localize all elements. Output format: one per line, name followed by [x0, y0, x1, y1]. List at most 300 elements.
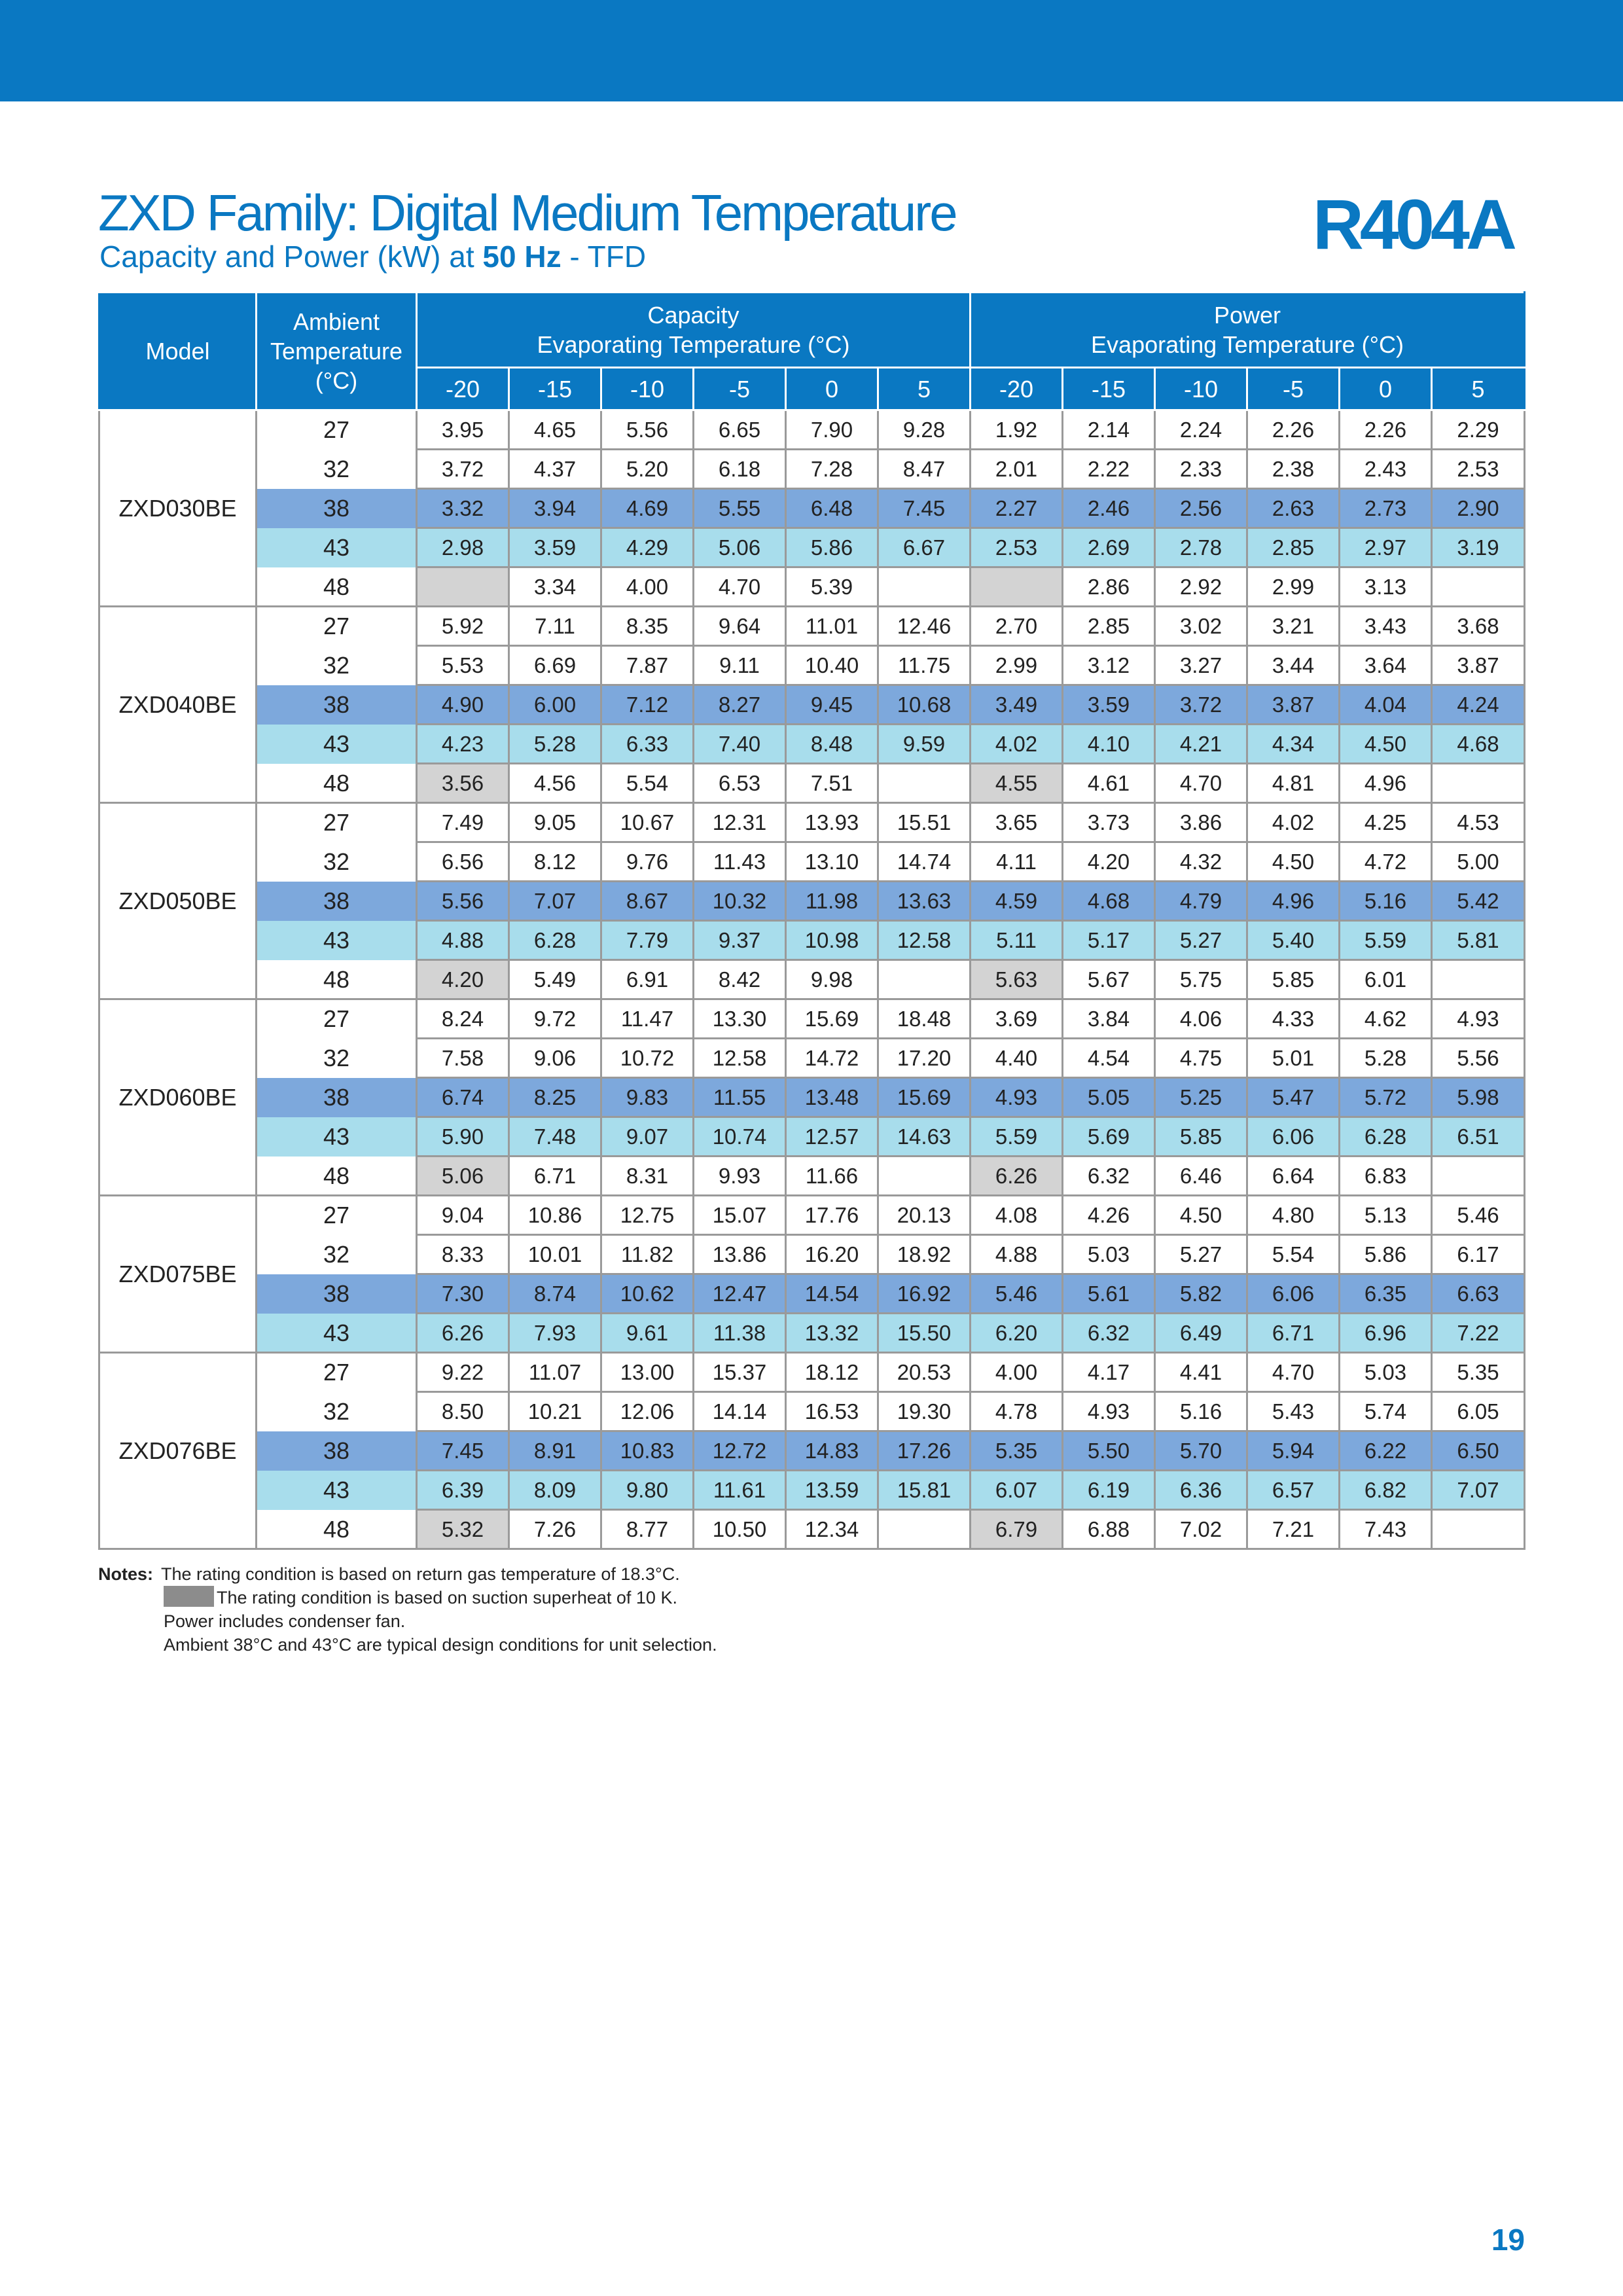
power-cell: 2.92: [1155, 567, 1247, 607]
power-cell: 4.04: [1340, 685, 1432, 725]
capacity-cell: 4.88: [417, 921, 509, 960]
power-cell: 5.17: [1063, 921, 1155, 960]
capacity-power-table: [98, 291, 1525, 1550]
capacity-cell: 4.23: [417, 725, 509, 764]
power-cell: 5.59: [1340, 921, 1432, 960]
power-cell: 3.27: [1155, 646, 1247, 685]
ambient-cell: 32: [257, 450, 417, 489]
capacity-cell: 8.25: [509, 1078, 601, 1117]
note-1: [98, 1562, 717, 1586]
ambient-cell: 43: [257, 1314, 417, 1353]
ambient-cell: 48: [257, 567, 417, 607]
capacity-cell: 11.61: [694, 1471, 786, 1510]
capacity-cell: 9.98: [786, 960, 878, 999]
capacity-cell: 17.26: [878, 1431, 971, 1471]
capacity-cell: 7.26: [509, 1510, 601, 1549]
capacity-cell: 8.91: [509, 1431, 601, 1471]
power-cell: 5.63: [971, 960, 1063, 999]
ambient-cell: 43: [257, 1117, 417, 1157]
power-cell: 6.96: [1340, 1314, 1432, 1353]
capacity-evap-temp-header: -15: [509, 368, 601, 410]
capacity-cell: 10.67: [601, 803, 694, 842]
power-cell: 4.00: [971, 1353, 1063, 1392]
capacity-cell: 8.67: [601, 882, 694, 921]
power-cell: 3.44: [1247, 646, 1340, 685]
power-cell: 2.14: [1063, 410, 1155, 450]
capacity-cell: 10.21: [509, 1392, 601, 1431]
model-name: ZXD075BE: [99, 1196, 257, 1353]
capacity-cell: 13.32: [786, 1314, 878, 1353]
capacity-cell: 6.00: [509, 685, 601, 725]
capacity-cell: 3.59: [509, 528, 601, 567]
power-evap-temp-header: -5: [1247, 368, 1340, 410]
power-cell: 2.53: [1432, 450, 1525, 489]
note-1-text: The rating condition is based on return gas temperature of 18.3°C.: [161, 1564, 680, 1584]
power-cell: 2.99: [1247, 567, 1340, 607]
power-cell: 5.28: [1340, 1039, 1432, 1078]
capacity-cell: 7.12: [601, 685, 694, 725]
capacity-cell: [878, 960, 971, 999]
capacity-cell: 12.46: [878, 607, 971, 646]
ambient-cell: 38: [257, 1431, 417, 1471]
ambient-cell: 27: [257, 607, 417, 646]
power-cell: 6.28: [1340, 1117, 1432, 1157]
power-cell: 2.90: [1432, 489, 1525, 528]
capacity-cell: 7.87: [601, 646, 694, 685]
header-capacity-title: Capacity: [647, 302, 740, 329]
capacity-cell: 9.05: [509, 803, 601, 842]
capacity-cell: 12.58: [878, 921, 971, 960]
top-banner: [0, 0, 1623, 101]
capacity-cell: [878, 567, 971, 607]
ambient-cell: 32: [257, 1235, 417, 1274]
ambient-cell: 38: [257, 1274, 417, 1314]
capacity-cell: 3.72: [417, 450, 509, 489]
power-cell: 5.74: [1340, 1392, 1432, 1431]
power-cell: 4.93: [1063, 1392, 1155, 1431]
power-cell: 5.11: [971, 921, 1063, 960]
power-cell: 4.17: [1063, 1353, 1155, 1392]
capacity-cell: 7.45: [417, 1431, 509, 1471]
capacity-cell: 15.37: [694, 1353, 786, 1392]
power-cell: 2.99: [971, 646, 1063, 685]
power-cell: 6.63: [1432, 1274, 1525, 1314]
power-cell: 2.85: [1063, 607, 1155, 646]
capacity-cell: 6.48: [786, 489, 878, 528]
capacity-cell: 5.92: [417, 607, 509, 646]
power-cell: 2.38: [1247, 450, 1340, 489]
table-row: [99, 607, 1525, 646]
capacity-cell: 5.54: [601, 764, 694, 803]
capacity-cell: 13.93: [786, 803, 878, 842]
capacity-cell: 6.56: [417, 842, 509, 882]
power-cell: 4.08: [971, 1196, 1063, 1235]
power-cell: 4.21: [1155, 725, 1247, 764]
power-cell: 2.63: [1247, 489, 1340, 528]
ambient-cell: 43: [257, 1471, 417, 1510]
table-row: [99, 1078, 1525, 1117]
capacity-cell: 12.34: [786, 1510, 878, 1549]
capacity-cell: 9.83: [601, 1078, 694, 1117]
power-cell: 6.17: [1432, 1235, 1525, 1274]
capacity-cell: 10.32: [694, 882, 786, 921]
capacity-cell: 5.28: [509, 725, 601, 764]
capacity-cell: 9.64: [694, 607, 786, 646]
power-cell: [1432, 1510, 1525, 1549]
power-cell: 4.70: [1155, 764, 1247, 803]
power-cell: 6.50: [1432, 1431, 1525, 1471]
header-model: Model: [99, 293, 257, 410]
header-ambient-line3: (°C): [315, 367, 358, 394]
capacity-cell: 4.70: [694, 567, 786, 607]
capacity-cell: 9.59: [878, 725, 971, 764]
table-row: [99, 842, 1525, 882]
power-cell: 4.55: [971, 764, 1063, 803]
power-evap-temp-header: -20: [971, 368, 1063, 410]
capacity-cell: 9.04: [417, 1196, 509, 1235]
capacity-cell: 12.72: [694, 1431, 786, 1471]
table-row: [99, 1314, 1525, 1353]
capacity-cell: 17.20: [878, 1039, 971, 1078]
power-cell: 5.46: [1432, 1196, 1525, 1235]
capacity-cell: 3.34: [509, 567, 601, 607]
header-capacity-sub: Evaporating Temperature (°C): [537, 331, 850, 358]
model-name: ZXD050BE: [99, 803, 257, 999]
capacity-cell: 18.12: [786, 1353, 878, 1392]
capacity-cell: 10.98: [786, 921, 878, 960]
capacity-cell: 4.00: [601, 567, 694, 607]
power-cell: 6.83: [1340, 1157, 1432, 1196]
power-cell: 3.64: [1340, 646, 1432, 685]
power-cell: 3.21: [1247, 607, 1340, 646]
power-cell: 3.73: [1063, 803, 1155, 842]
power-cell: 4.72: [1340, 842, 1432, 882]
capacity-cell: 11.75: [878, 646, 971, 685]
power-cell: 6.22: [1340, 1431, 1432, 1471]
power-evap-temp-header: 5: [1432, 368, 1525, 410]
model-name: ZXD030BE: [99, 410, 257, 607]
header-power-title: Power: [1214, 302, 1281, 329]
capacity-cell: 7.30: [417, 1274, 509, 1314]
power-cell: 5.01: [1247, 1039, 1340, 1078]
capacity-cell: 14.74: [878, 842, 971, 882]
power-cell: 4.41: [1155, 1353, 1247, 1392]
model-name: ZXD040BE: [99, 607, 257, 803]
table-row: [99, 1431, 1525, 1471]
power-cell: 3.69: [971, 999, 1063, 1039]
capacity-cell: 11.55: [694, 1078, 786, 1117]
power-cell: 5.27: [1155, 921, 1247, 960]
power-cell: 3.72: [1155, 685, 1247, 725]
power-cell: 4.75: [1155, 1039, 1247, 1078]
capacity-cell: 9.93: [694, 1157, 786, 1196]
power-cell: 5.47: [1247, 1078, 1340, 1117]
capacity-cell: 11.01: [786, 607, 878, 646]
capacity-cell: 8.74: [509, 1274, 601, 1314]
ambient-cell: 48: [257, 1157, 417, 1196]
capacity-cell: 7.45: [878, 489, 971, 528]
table-row: [99, 489, 1525, 528]
power-cell: 5.75: [1155, 960, 1247, 999]
ambient-cell: 27: [257, 410, 417, 450]
note-3: Power includes condenser fan.: [164, 1611, 406, 1631]
ambient-cell: 38: [257, 882, 417, 921]
capacity-cell: 18.92: [878, 1235, 971, 1274]
ambient-cell: 43: [257, 725, 417, 764]
capacity-cell: 4.37: [509, 450, 601, 489]
power-cell: 4.06: [1155, 999, 1247, 1039]
ambient-cell: 38: [257, 489, 417, 528]
table-row: [99, 1274, 1525, 1314]
power-cell: 2.73: [1340, 489, 1432, 528]
power-cell: 5.00: [1432, 842, 1525, 882]
capacity-cell: 5.06: [694, 528, 786, 567]
capacity-cell: 4.20: [417, 960, 509, 999]
ambient-cell: 48: [257, 1510, 417, 1549]
note-2: [98, 1586, 717, 1609]
capacity-evap-temp-header: 0: [786, 368, 878, 410]
power-cell: 2.56: [1155, 489, 1247, 528]
power-cell: 2.53: [971, 528, 1063, 567]
capacity-cell: 13.30: [694, 999, 786, 1039]
power-cell: 4.59: [971, 882, 1063, 921]
table-row: [99, 685, 1525, 725]
capacity-cell: 6.18: [694, 450, 786, 489]
table-row: [99, 1235, 1525, 1274]
capacity-cell: 5.32: [417, 1510, 509, 1549]
capacity-cell: 10.62: [601, 1274, 694, 1314]
power-cell: 3.49: [971, 685, 1063, 725]
capacity-cell: 14.54: [786, 1274, 878, 1314]
ambient-cell: 27: [257, 1353, 417, 1392]
power-cell: 4.50: [1340, 725, 1432, 764]
capacity-cell: 18.48: [878, 999, 971, 1039]
capacity-cell: 10.86: [509, 1196, 601, 1235]
subtitle-suffix: - TFD: [561, 240, 647, 274]
power-cell: 6.46: [1155, 1157, 1247, 1196]
capacity-cell: 9.11: [694, 646, 786, 685]
capacity-cell: 8.42: [694, 960, 786, 999]
capacity-cell: 8.12: [509, 842, 601, 882]
table-row: [99, 1510, 1525, 1549]
capacity-cell: 3.95: [417, 410, 509, 450]
power-cell: 5.35: [1432, 1353, 1525, 1392]
power-cell: [1432, 567, 1525, 607]
power-cell: 5.72: [1340, 1078, 1432, 1117]
power-cell: 3.13: [1340, 567, 1432, 607]
power-cell: 2.27: [971, 489, 1063, 528]
capacity-cell: 6.33: [601, 725, 694, 764]
table-row: [99, 999, 1525, 1039]
power-cell: 5.82: [1155, 1274, 1247, 1314]
capacity-cell: 9.06: [509, 1039, 601, 1078]
power-cell: 5.46: [971, 1274, 1063, 1314]
capacity-cell: 11.66: [786, 1157, 878, 1196]
capacity-evap-temp-header: 5: [878, 368, 971, 410]
power-cell: 5.59: [971, 1117, 1063, 1157]
capacity-cell: 12.75: [601, 1196, 694, 1235]
power-cell: 4.68: [1432, 725, 1525, 764]
power-cell: 5.56: [1432, 1039, 1525, 1078]
capacity-cell: 15.07: [694, 1196, 786, 1235]
capacity-cell: 15.69: [878, 1078, 971, 1117]
header-ambient: [257, 293, 417, 410]
model-name: ZXD076BE: [99, 1353, 257, 1549]
capacity-cell: 7.51: [786, 764, 878, 803]
capacity-cell: 8.09: [509, 1471, 601, 1510]
power-cell: 6.57: [1247, 1471, 1340, 1510]
capacity-cell: 9.07: [601, 1117, 694, 1157]
power-cell: 6.32: [1063, 1157, 1155, 1196]
power-cell: 4.93: [971, 1078, 1063, 1117]
ambient-cell: 38: [257, 1078, 417, 1117]
table-row: [99, 567, 1525, 607]
power-cell: 2.70: [971, 607, 1063, 646]
power-cell: 5.03: [1063, 1235, 1155, 1274]
page-number: 19: [1491, 2223, 1525, 2257]
power-cell: 5.67: [1063, 960, 1155, 999]
capacity-cell: 2.98: [417, 528, 509, 567]
capacity-cell: 9.72: [509, 999, 601, 1039]
power-cell: 6.19: [1063, 1471, 1155, 1510]
header-power: [971, 293, 1525, 368]
capacity-cell: 13.10: [786, 842, 878, 882]
capacity-cell: 5.56: [417, 882, 509, 921]
capacity-cell: 5.20: [601, 450, 694, 489]
power-cell: 2.26: [1340, 410, 1432, 450]
power-cell: [1432, 764, 1525, 803]
capacity-cell: 8.31: [601, 1157, 694, 1196]
power-cell: 5.35: [971, 1431, 1063, 1471]
capacity-cell: 7.90: [786, 410, 878, 450]
power-cell: 5.03: [1340, 1353, 1432, 1392]
capacity-cell: 9.22: [417, 1353, 509, 1392]
power-cell: 2.97: [1340, 528, 1432, 567]
power-cell: 5.05: [1063, 1078, 1155, 1117]
capacity-cell: 10.40: [786, 646, 878, 685]
power-cell: 4.62: [1340, 999, 1432, 1039]
power-cell: 5.50: [1063, 1431, 1155, 1471]
power-cell: 4.80: [1247, 1196, 1340, 1235]
power-cell: 2.01: [971, 450, 1063, 489]
capacity-cell: 5.49: [509, 960, 601, 999]
capacity-cell: 6.71: [509, 1157, 601, 1196]
power-cell: 4.20: [1063, 842, 1155, 882]
capacity-cell: 16.92: [878, 1274, 971, 1314]
power-cell: 3.65: [971, 803, 1063, 842]
table-row: [99, 725, 1525, 764]
power-cell: 3.43: [1340, 607, 1432, 646]
power-cell: 2.26: [1247, 410, 1340, 450]
capacity-cell: 7.07: [509, 882, 601, 921]
power-cell: 4.24: [1432, 685, 1525, 725]
table-row: [99, 960, 1525, 999]
capacity-cell: 7.48: [509, 1117, 601, 1157]
capacity-cell: 11.82: [601, 1235, 694, 1274]
capacity-cell: 8.27: [694, 685, 786, 725]
power-cell: 6.26: [971, 1157, 1063, 1196]
table-row: [99, 803, 1525, 842]
capacity-cell: 7.28: [786, 450, 878, 489]
capacity-cell: 14.83: [786, 1431, 878, 1471]
capacity-cell: 12.58: [694, 1039, 786, 1078]
subtitle-prefix: Capacity and Power (kW) at: [99, 240, 483, 274]
capacity-cell: 20.53: [878, 1353, 971, 1392]
subtitle-frequency: 50 Hz: [482, 240, 562, 274]
capacity-cell: 15.50: [878, 1314, 971, 1353]
power-cell: 5.70: [1155, 1431, 1247, 1471]
capacity-cell: 14.14: [694, 1392, 786, 1431]
ambient-cell: 48: [257, 960, 417, 999]
power-cell: 6.01: [1340, 960, 1432, 999]
capacity-cell: 9.80: [601, 1471, 694, 1510]
power-cell: 4.53: [1432, 803, 1525, 842]
power-cell: 7.07: [1432, 1471, 1525, 1510]
notes: [98, 1562, 717, 1657]
power-cell: 5.43: [1247, 1392, 1340, 1431]
capacity-cell: 11.38: [694, 1314, 786, 1353]
power-cell: 7.02: [1155, 1510, 1247, 1549]
power-cell: 4.70: [1247, 1353, 1340, 1392]
power-cell: 6.49: [1155, 1314, 1247, 1353]
capacity-cell: 3.32: [417, 489, 509, 528]
power-cell: 2.86: [1063, 567, 1155, 607]
capacity-cell: 6.74: [417, 1078, 509, 1117]
ambient-cell: 38: [257, 685, 417, 725]
capacity-cell: 8.77: [601, 1510, 694, 1549]
power-cell: 5.25: [1155, 1078, 1247, 1117]
capacity-cell: 16.53: [786, 1392, 878, 1431]
power-cell: 4.26: [1063, 1196, 1155, 1235]
capacity-cell: 12.06: [601, 1392, 694, 1431]
power-cell: 6.06: [1247, 1117, 1340, 1157]
table-row: [99, 528, 1525, 567]
capacity-cell: 19.30: [878, 1392, 971, 1431]
capacity-cell: [878, 1510, 971, 1549]
power-cell: 7.22: [1432, 1314, 1525, 1353]
capacity-cell: 11.98: [786, 882, 878, 921]
capacity-cell: 5.86: [786, 528, 878, 567]
capacity-cell: 12.31: [694, 803, 786, 842]
ambient-cell: 32: [257, 646, 417, 685]
ambient-cell: 48: [257, 764, 417, 803]
capacity-cell: 10.83: [601, 1431, 694, 1471]
table-row: [99, 764, 1525, 803]
power-cell: 4.10: [1063, 725, 1155, 764]
power-cell: 2.22: [1063, 450, 1155, 489]
capacity-cell: 3.94: [509, 489, 601, 528]
capacity-cell: 12.47: [694, 1274, 786, 1314]
table-row: [99, 882, 1525, 921]
capacity-cell: 15.69: [786, 999, 878, 1039]
power-cell: 4.32: [1155, 842, 1247, 882]
power-cell: 3.87: [1247, 685, 1340, 725]
power-cell: 3.59: [1063, 685, 1155, 725]
power-cell: 4.25: [1340, 803, 1432, 842]
power-cell: 2.85: [1247, 528, 1340, 567]
power-cell: 3.19: [1432, 528, 1525, 567]
power-cell: 4.02: [1247, 803, 1340, 842]
power-cell: 6.20: [971, 1314, 1063, 1353]
power-cell: 5.69: [1063, 1117, 1155, 1157]
gray-legend-swatch: [164, 1586, 214, 1607]
capacity-cell: 6.69: [509, 646, 601, 685]
capacity-cell: 6.28: [509, 921, 601, 960]
capacity-cell: 13.48: [786, 1078, 878, 1117]
capacity-cell: 9.76: [601, 842, 694, 882]
power-cell: 5.94: [1247, 1431, 1340, 1471]
capacity-cell: 6.39: [417, 1471, 509, 1510]
